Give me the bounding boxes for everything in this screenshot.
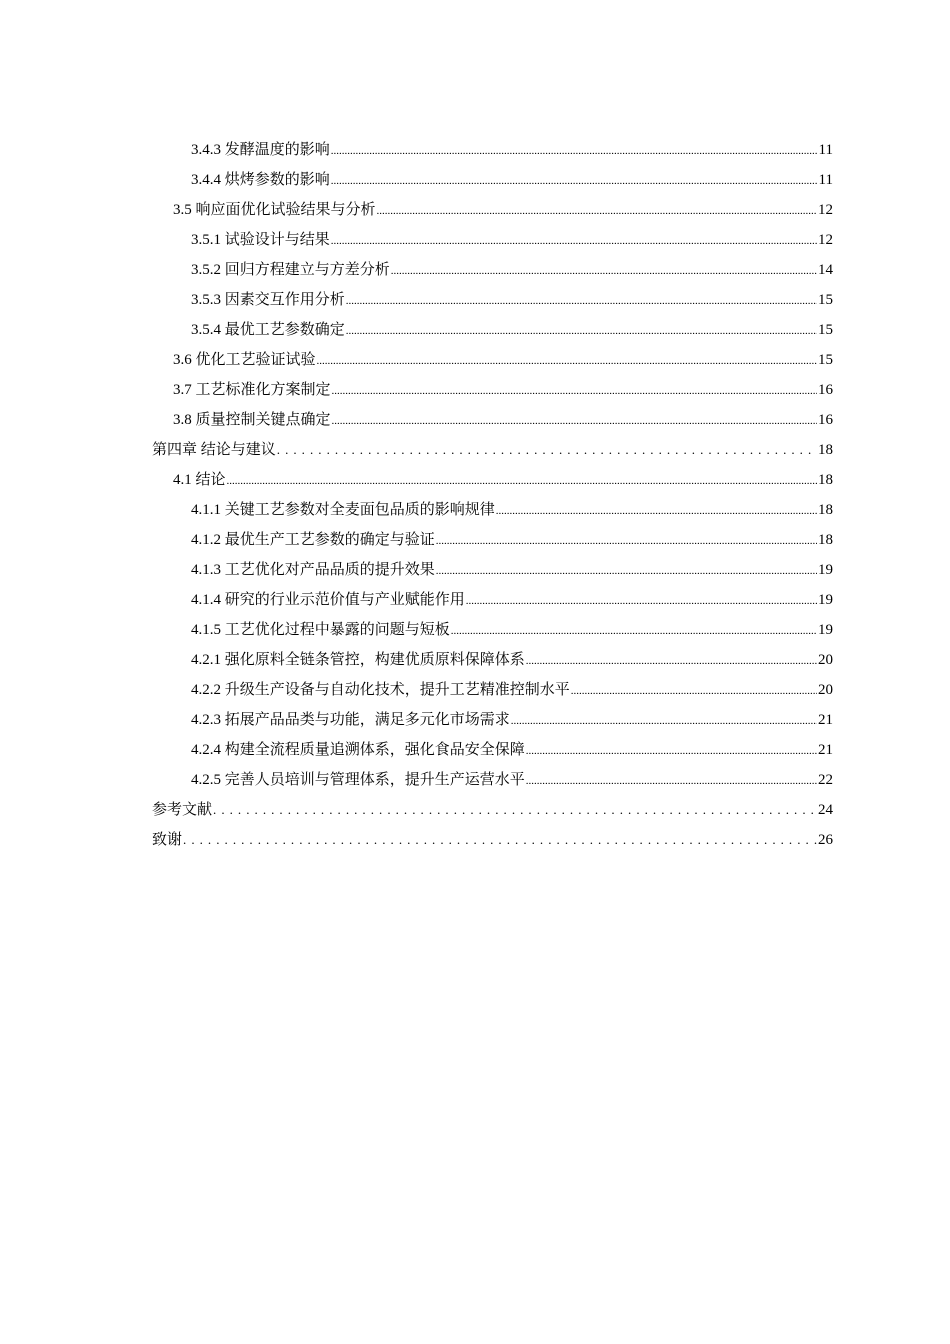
toc-entry-page: 22 [818, 772, 833, 788]
toc-entry[interactable] [152, 408, 833, 438]
dot-leader [317, 348, 817, 373]
toc-entry-label: 3.5.2 回归方程建立与方差分析 [191, 262, 390, 278]
dot-leader [466, 588, 817, 613]
toc-entry[interactable] [152, 228, 833, 258]
toc-entry-label: 3.5.3 因素交互作用分析 [191, 292, 345, 308]
toc-entry-label: 4.1 结论 [173, 472, 226, 488]
toc-entry[interactable] [152, 738, 833, 768]
toc-entry-page: 14 [818, 262, 833, 278]
toc-entry-page: 20 [818, 682, 833, 698]
dot-leader [346, 318, 817, 343]
toc-entry-label: 4.2.4 构建全流程质量追溯体系，强化食品安全保障 [191, 742, 525, 758]
toc-entry-page: 15 [818, 322, 833, 338]
toc-entry[interactable] [152, 768, 833, 798]
toc-entry-label: 3.5.1 试验设计与结果 [191, 232, 330, 248]
dot-leader [511, 708, 817, 733]
toc-entry-page: 11 [818, 142, 833, 158]
toc-entry-label: 4.1.3 工艺优化对产品品质的提升效果 [191, 562, 435, 578]
toc-entry[interactable] [152, 138, 833, 168]
toc-entry[interactable] [152, 648, 833, 678]
toc-entry-label: 4.2.2 升级生产设备与自动化技术，提升工艺精准控制水平 [191, 682, 570, 698]
toc-entry[interactable] [152, 168, 833, 198]
toc-entry-chapter[interactable] [152, 438, 833, 468]
toc-entry-label: 3.8 质量控制关键点确定 [173, 412, 331, 428]
toc-entry[interactable] [152, 468, 833, 498]
toc-entry-label: 参考文献 [152, 802, 213, 818]
dot-leader [332, 378, 817, 403]
dot-leader [526, 768, 817, 793]
toc-entry[interactable] [152, 288, 833, 318]
toc-entry[interactable] [152, 678, 833, 708]
toc-entry-label: 4.2.3 拓展产品品类与功能，满足多元化市场需求 [191, 712, 510, 728]
toc-entry-label: 3.4.4 烘烤参数的影响 [191, 172, 330, 188]
dot-leader [571, 678, 817, 703]
dot-leader [391, 258, 817, 283]
toc-entry[interactable] [152, 558, 833, 588]
dot-leader [526, 738, 817, 763]
toc-entry-page: 21 [818, 712, 833, 728]
dot-leader [436, 528, 817, 553]
dot-leader [451, 618, 817, 643]
toc-entry-label: 3.6 优化工艺验证试验 [173, 352, 316, 368]
toc-entry-page: 21 [818, 742, 833, 758]
toc-entry-page: 18 [818, 532, 833, 548]
toc-entry-label: 3.5 响应面优化试验结果与分析 [173, 202, 376, 218]
toc-entry-page: 19 [818, 562, 833, 578]
toc-entry-page: 11 [818, 172, 833, 188]
toc-entry-page: 20 [818, 652, 833, 668]
toc-entry-label: 4.1.4 研究的行业示范价值与产业赋能作用 [191, 592, 465, 608]
toc-entry[interactable] [152, 618, 833, 648]
toc-entry-page: 19 [818, 622, 833, 638]
table-of-contents [152, 138, 833, 858]
toc-entry-page: 16 [818, 382, 833, 398]
toc-entry-label: 4.2.1 强化原料全链条管控，构建优质原料保障体系 [191, 652, 525, 668]
toc-entry[interactable] [152, 198, 833, 228]
toc-entry-label: 4.2.5 完善人员培训与管理体系，提升生产运营水平 [191, 772, 525, 788]
dot-leader [346, 288, 817, 313]
toc-entry-page: 15 [818, 292, 833, 308]
dot-leader [496, 498, 817, 523]
toc-entry-label: 4.1.2 最优生产工艺参数的确定与验证 [191, 532, 435, 548]
toc-entry-label: 4.1.5 工艺优化过程中暴露的问题与短板 [191, 622, 450, 638]
toc-entry-label: 3.5.4 最优工艺参数确定 [191, 322, 345, 338]
toc-entry-label: 3.4.3 发酵温度的影响 [191, 142, 330, 158]
toc-entry-page: 19 [818, 592, 833, 608]
dot-leader [526, 648, 817, 673]
dot-leader [331, 168, 818, 193]
toc-entry-page: 16 [818, 412, 833, 428]
dot-leader [331, 228, 817, 253]
toc-entry-page: 26 [818, 832, 833, 848]
toc-entry[interactable] [152, 498, 833, 528]
toc-entry-page: 18 [818, 502, 833, 518]
toc-entry[interactable] [152, 348, 833, 378]
toc-entry-acknowledgements[interactable] [152, 828, 833, 858]
toc-entry[interactable] [152, 588, 833, 618]
toc-entry[interactable] [152, 258, 833, 288]
toc-entry-page: 18 [818, 472, 833, 488]
dot-leader [227, 468, 817, 493]
toc-entry[interactable] [152, 378, 833, 408]
dot-leader [436, 558, 817, 583]
dot-leader [377, 198, 817, 223]
dot-leader [332, 408, 817, 433]
toc-entry-page: 24 [818, 802, 833, 818]
toc-entry-page: 18 [818, 442, 833, 458]
toc-entry-label: 致谢 [152, 832, 183, 848]
toc-entry-page: 12 [818, 232, 833, 248]
toc-entry-page: 15 [818, 352, 833, 368]
toc-entry-references[interactable] [152, 798, 833, 828]
toc-entry-label: 3.7 工艺标准化方案制定 [173, 382, 331, 398]
dot-leader [277, 438, 817, 462]
dot-leader [183, 828, 817, 852]
toc-entry[interactable] [152, 318, 833, 348]
toc-entry[interactable] [152, 708, 833, 738]
toc-entry-page: 12 [818, 202, 833, 218]
toc-entry-label: 4.1.1 关键工艺参数对全麦面包品质的影响规律 [191, 502, 495, 518]
dot-leader [331, 138, 818, 163]
toc-entry[interactable] [152, 528, 833, 558]
dot-leader [213, 798, 817, 822]
toc-entry-label: 第四章 结论与建议 [152, 442, 276, 458]
